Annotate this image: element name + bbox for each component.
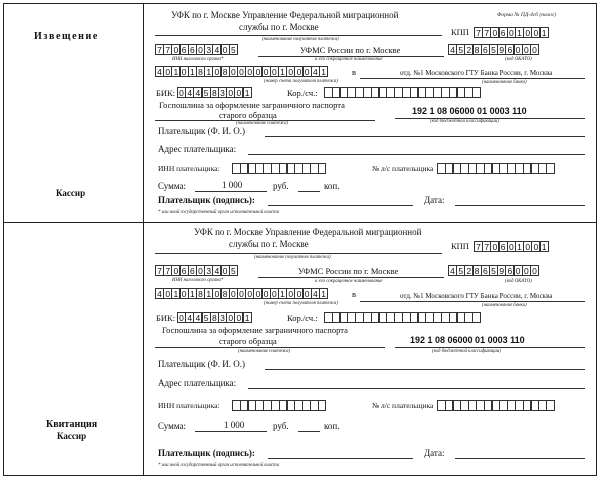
payer-name-field[interactable] bbox=[265, 136, 585, 137]
digit-cell: 5 bbox=[229, 44, 238, 55]
digit-cell: 0 bbox=[522, 265, 531, 276]
digit-cell: 3 bbox=[204, 44, 213, 55]
digit-cell: 8 bbox=[196, 288, 205, 299]
digit-cell: 5 bbox=[202, 312, 211, 323]
sum-label: Сумма: bbox=[158, 181, 186, 191]
digit-cell: 1 bbox=[171, 288, 180, 299]
digit-cell: 0 bbox=[262, 288, 271, 299]
okato-cells bbox=[448, 44, 538, 55]
empty-cell[interactable] bbox=[318, 400, 327, 411]
personal-account-label: № л/с плательщика bbox=[372, 401, 434, 410]
digit-cell: 6 bbox=[481, 265, 490, 276]
digit-cell: 0 bbox=[180, 66, 189, 77]
digit-cell: 7 bbox=[163, 265, 172, 276]
recipient-name-caption: (наименование получателя платежа) bbox=[262, 37, 339, 42]
account-cells bbox=[155, 66, 327, 77]
recipient-name-line1: УФК по г. Москве Управление Федеральной миграционной bbox=[194, 227, 422, 237]
digit-cell: 8 bbox=[473, 44, 482, 55]
digit-cell: 0 bbox=[226, 87, 235, 98]
digit-cell: 4 bbox=[193, 87, 202, 98]
digit-cell: 4 bbox=[212, 44, 221, 55]
digit-cell: 1 bbox=[319, 66, 328, 77]
date-field[interactable] bbox=[455, 205, 585, 206]
corr-label: Кор./сч.: bbox=[287, 313, 318, 323]
kpp-label: КПП bbox=[451, 241, 469, 251]
digit-cell: 8 bbox=[473, 265, 482, 276]
digit-cell: 0 bbox=[530, 265, 539, 276]
digit-cell: 6 bbox=[505, 44, 514, 55]
payer-inn-label: ИНН плательщика: bbox=[158, 401, 220, 410]
signature-label: Плательщик (подпись): bbox=[158, 448, 255, 458]
footnote: * или иной государственный орган исполнительной власти bbox=[158, 463, 280, 468]
sum-rub: руб. bbox=[273, 421, 289, 431]
digit-cell: 0 bbox=[523, 241, 532, 252]
corr-account-cells bbox=[324, 312, 480, 323]
kbk-caption: (код бюджетной классификации) bbox=[432, 349, 501, 354]
digit-cell: 5 bbox=[202, 87, 211, 98]
digit-cell: 0 bbox=[171, 265, 180, 276]
payer-inn-label: ИНН плательщика: bbox=[158, 164, 220, 173]
digit-cell: 6 bbox=[481, 44, 490, 55]
digit-cell: 4 bbox=[185, 312, 194, 323]
bank-name: отд. №1 Московского ГТУ Банка России, г. Москва bbox=[400, 69, 553, 77]
sum-label: Сумма: bbox=[158, 421, 186, 431]
digit-cell: 0 bbox=[294, 288, 303, 299]
empty-cell bbox=[472, 312, 481, 323]
digit-cell: 0 bbox=[234, 87, 243, 98]
digit-cell: 0 bbox=[253, 288, 262, 299]
digit-cell: 0 bbox=[490, 241, 499, 252]
sum-value: 1 000 bbox=[222, 180, 243, 190]
digit-cell: 1 bbox=[515, 241, 524, 252]
sum-kop-field[interactable] bbox=[298, 431, 320, 432]
okato-cells bbox=[448, 265, 538, 276]
section-divider bbox=[3, 222, 597, 223]
bank-caption: (наименование банка) bbox=[482, 80, 527, 85]
digit-cell: 4 bbox=[311, 66, 320, 77]
empty-cell bbox=[472, 87, 481, 98]
digit-cell: 0 bbox=[163, 288, 172, 299]
recipient-name-line1: УФК по г. Москве Управление Федеральной миграционной bbox=[171, 10, 399, 20]
digit-cell: 1 bbox=[243, 312, 252, 323]
digit-cell: 0 bbox=[530, 44, 539, 55]
kbk-code: 192 1 08 06000 01 0003 110 bbox=[412, 106, 527, 116]
digit-cell: 7 bbox=[155, 265, 164, 276]
digit-cell: 4 bbox=[155, 66, 164, 77]
digit-cell: 6 bbox=[188, 265, 197, 276]
digit-cell: 0 bbox=[531, 27, 540, 38]
digit-cell: 6 bbox=[505, 265, 514, 276]
short-name: УФМС России по г. Москве bbox=[300, 45, 401, 55]
digit-cell: 0 bbox=[514, 44, 523, 55]
digit-cell: 0 bbox=[507, 241, 516, 252]
sum-field[interactable] bbox=[195, 431, 267, 432]
payment-name-line2: старого образца bbox=[219, 336, 277, 346]
bank-caption: (наименование банка) bbox=[482, 303, 527, 308]
date-label: Дата: bbox=[424, 448, 445, 458]
payment-name-line2: старого образца bbox=[219, 110, 277, 120]
kpp-cells bbox=[474, 241, 548, 252]
date-field[interactable] bbox=[455, 458, 585, 459]
digit-cell: 0 bbox=[229, 288, 238, 299]
digit-cell: 5 bbox=[229, 265, 238, 276]
short-name-caption: и его сокращенное наименование bbox=[315, 279, 383, 284]
digit-cell: 4 bbox=[311, 288, 320, 299]
digit-cell: 0 bbox=[270, 288, 279, 299]
digit-cell: 6 bbox=[180, 44, 189, 55]
digit-cell: 0 bbox=[226, 312, 235, 323]
digit-cell: 5 bbox=[489, 265, 498, 276]
sum-kop: коп. bbox=[324, 421, 340, 431]
digit-cell: 0 bbox=[229, 66, 238, 77]
inn-caption: ИНН налогового органа* bbox=[172, 57, 224, 62]
account-caption: (номер счета получателя платежа) bbox=[264, 79, 338, 84]
sum-rub: руб. bbox=[273, 181, 289, 191]
digit-cell: 0 bbox=[270, 66, 279, 77]
payment-name-caption: (наименование платежа) bbox=[238, 349, 291, 354]
bik-label: БИК: bbox=[156, 313, 176, 323]
digit-cell: 8 bbox=[196, 66, 205, 77]
digit-cell: 7 bbox=[163, 44, 172, 55]
digit-cell: 7 bbox=[474, 241, 483, 252]
digit-cell: 1 bbox=[171, 66, 180, 77]
digit-cell: 0 bbox=[221, 265, 230, 276]
digit-cell: 0 bbox=[253, 66, 262, 77]
digit-cell: 0 bbox=[245, 66, 254, 77]
digit-cell: 0 bbox=[303, 66, 312, 77]
digit-cell: 4 bbox=[212, 265, 221, 276]
digit-cell: 0 bbox=[490, 27, 499, 38]
digit-cell: 0 bbox=[212, 288, 221, 299]
sum-field[interactable] bbox=[195, 191, 267, 192]
kbk-caption: (код бюджетной классификации) bbox=[430, 119, 499, 124]
digit-cell: 4 bbox=[155, 288, 164, 299]
empty-cell[interactable] bbox=[546, 163, 555, 174]
digit-cell: 6 bbox=[499, 27, 508, 38]
digit-cell: 1 bbox=[188, 66, 197, 77]
bik-cells bbox=[177, 87, 251, 98]
okato-caption: (код ОКАТО) bbox=[505, 57, 532, 62]
digit-cell: 0 bbox=[212, 66, 221, 77]
bik-label: БИК: bbox=[156, 88, 176, 98]
stub-cashier-label: Кассир bbox=[56, 188, 86, 198]
digit-cell: 0 bbox=[177, 87, 186, 98]
footnote: * или иной государственный орган исполнительной власти bbox=[158, 210, 280, 215]
digit-cell: 1 bbox=[540, 27, 549, 38]
digit-cell: 0 bbox=[196, 265, 205, 276]
inn-caption: ИНН налогового органа* bbox=[172, 278, 224, 283]
digit-cell: 5 bbox=[456, 44, 465, 55]
digit-cell: 5 bbox=[489, 44, 498, 55]
kbk-code: 192 1 08 06000 01 0003 110 bbox=[410, 335, 525, 345]
digit-cell: 8 bbox=[221, 66, 230, 77]
payer-name-field[interactable] bbox=[265, 369, 585, 370]
payer-address-field[interactable] bbox=[248, 388, 585, 389]
account-cells bbox=[155, 288, 327, 299]
digit-cell: 2 bbox=[464, 44, 473, 55]
corr-account-cells bbox=[324, 87, 480, 98]
corr-label: Кор./сч.: bbox=[287, 88, 318, 98]
digit-cell: 1 bbox=[540, 241, 549, 252]
kpp-label: КПП bbox=[451, 27, 469, 37]
digit-cell: 6 bbox=[180, 265, 189, 276]
payer-address-label: Адрес плательщика: bbox=[158, 144, 237, 154]
sum-kop-field[interactable] bbox=[298, 191, 320, 192]
digit-cell: 6 bbox=[499, 241, 508, 252]
digit-cell: 0 bbox=[177, 312, 186, 323]
digit-cell: 3 bbox=[218, 87, 227, 98]
personal-account-label: № л/с плательщика bbox=[372, 164, 434, 173]
empty-cell[interactable] bbox=[318, 163, 327, 174]
payment-name-caption: (наименование платежа) bbox=[236, 121, 289, 126]
digit-cell: 1 bbox=[243, 87, 252, 98]
digit-cell: 4 bbox=[448, 44, 457, 55]
digit-cell: 4 bbox=[448, 265, 457, 276]
payer-address-label: Адрес плательщика: bbox=[158, 378, 237, 388]
digit-cell: 0 bbox=[522, 44, 531, 55]
digit-cell: 3 bbox=[204, 265, 213, 276]
digit-cell: 0 bbox=[262, 66, 271, 77]
digit-cell: 0 bbox=[234, 312, 243, 323]
digit-cell: 1 bbox=[278, 288, 287, 299]
account-caption: (номер счета получателя платежа) bbox=[264, 301, 338, 306]
digit-cell: 0 bbox=[531, 241, 540, 252]
form-code: Форма № ПД-4сб (налог) bbox=[497, 12, 556, 18]
inn-cells bbox=[155, 44, 237, 55]
sum-kop: коп. bbox=[324, 181, 340, 191]
sum-value: 1 000 bbox=[224, 420, 245, 430]
digit-cell: 0 bbox=[196, 44, 205, 55]
digit-cell: 0 bbox=[286, 66, 295, 77]
recipient-name-line2: службы по г. Москве bbox=[229, 239, 309, 249]
stub-cashier-label: Кассир bbox=[57, 431, 87, 441]
signature-label: Плательщик (подпись): bbox=[158, 195, 255, 205]
empty-cell[interactable] bbox=[546, 400, 555, 411]
bank-name: отд. №1 Московского ГТУ Банка России, г. Москва bbox=[400, 292, 553, 300]
digit-cell: 5 bbox=[456, 265, 465, 276]
payer-name-label: Плательщик (Ф. И. О.) bbox=[158, 126, 245, 136]
digit-cell: 0 bbox=[523, 27, 532, 38]
digit-cell: 4 bbox=[193, 312, 202, 323]
stub-title-receipt: Квитанция bbox=[46, 419, 98, 430]
date-label: Дата: bbox=[424, 195, 445, 205]
payment-name-line1: Госпошлина за оформление заграничного паспорта bbox=[162, 325, 348, 335]
digit-cell: 1 bbox=[319, 288, 328, 299]
digit-cell: 4 bbox=[185, 87, 194, 98]
personal-account-cells[interactable] bbox=[437, 400, 554, 411]
digit-cell: 0 bbox=[507, 27, 516, 38]
bank-prefix: в bbox=[352, 289, 357, 299]
digit-cell: 6 bbox=[188, 44, 197, 55]
short-name-caption: и его сокращенное наименование bbox=[315, 57, 383, 62]
payer-inn-cells[interactable] bbox=[232, 163, 326, 174]
digit-cell: 8 bbox=[210, 312, 219, 323]
digit-cell: 2 bbox=[464, 265, 473, 276]
kpp-cells bbox=[474, 27, 548, 38]
inn-cells bbox=[155, 265, 237, 276]
digit-cell: 0 bbox=[245, 288, 254, 299]
digit-cell: 9 bbox=[497, 265, 506, 276]
digit-cell: 0 bbox=[180, 288, 189, 299]
digit-cell: 1 bbox=[204, 66, 213, 77]
digit-cell: 8 bbox=[210, 87, 219, 98]
bank-prefix: в bbox=[352, 67, 357, 77]
digit-cell: 8 bbox=[221, 288, 230, 299]
digit-cell: 0 bbox=[163, 66, 172, 77]
digit-cell: 1 bbox=[204, 288, 213, 299]
digit-cell: 1 bbox=[278, 66, 287, 77]
digit-cell: 7 bbox=[155, 44, 164, 55]
digit-cell: 3 bbox=[218, 312, 227, 323]
digit-cell: 0 bbox=[171, 44, 180, 55]
digit-cell: 7 bbox=[482, 241, 491, 252]
payer-inn-cells[interactable] bbox=[232, 400, 326, 411]
signature-field[interactable] bbox=[268, 205, 413, 206]
short-name: УФМС России по г. Москве bbox=[298, 266, 399, 276]
digit-cell: 1 bbox=[188, 288, 197, 299]
digit-cell: 1 bbox=[515, 27, 524, 38]
digit-cell: 0 bbox=[303, 288, 312, 299]
digit-cell: 7 bbox=[482, 27, 491, 38]
personal-account-cells[interactable] bbox=[437, 163, 554, 174]
signature-field[interactable] bbox=[268, 458, 413, 459]
payer-address-field[interactable] bbox=[248, 154, 585, 155]
digit-cell: 0 bbox=[514, 265, 523, 276]
stub-divider bbox=[143, 3, 144, 476]
digit-cell: 0 bbox=[221, 44, 230, 55]
stub-title-notice: Извещение bbox=[34, 31, 99, 42]
digit-cell: 9 bbox=[497, 44, 506, 55]
recipient-name-caption: (наименование получателя платежа) bbox=[254, 255, 331, 260]
bik-cells bbox=[177, 312, 251, 323]
recipient-name-line2: службы по г. Москве bbox=[239, 22, 319, 32]
okato-caption: (код ОКАТО) bbox=[505, 279, 532, 284]
digit-cell: 0 bbox=[237, 66, 246, 77]
digit-cell: 0 bbox=[286, 288, 295, 299]
payment-name-line1: Госпошлина за оформление заграничного паспорта bbox=[159, 100, 345, 110]
digit-cell: 0 bbox=[237, 288, 246, 299]
payer-name-label: Плательщик (Ф. И. О.) bbox=[158, 359, 245, 369]
digit-cell: 7 bbox=[474, 27, 483, 38]
digit-cell: 0 bbox=[294, 66, 303, 77]
